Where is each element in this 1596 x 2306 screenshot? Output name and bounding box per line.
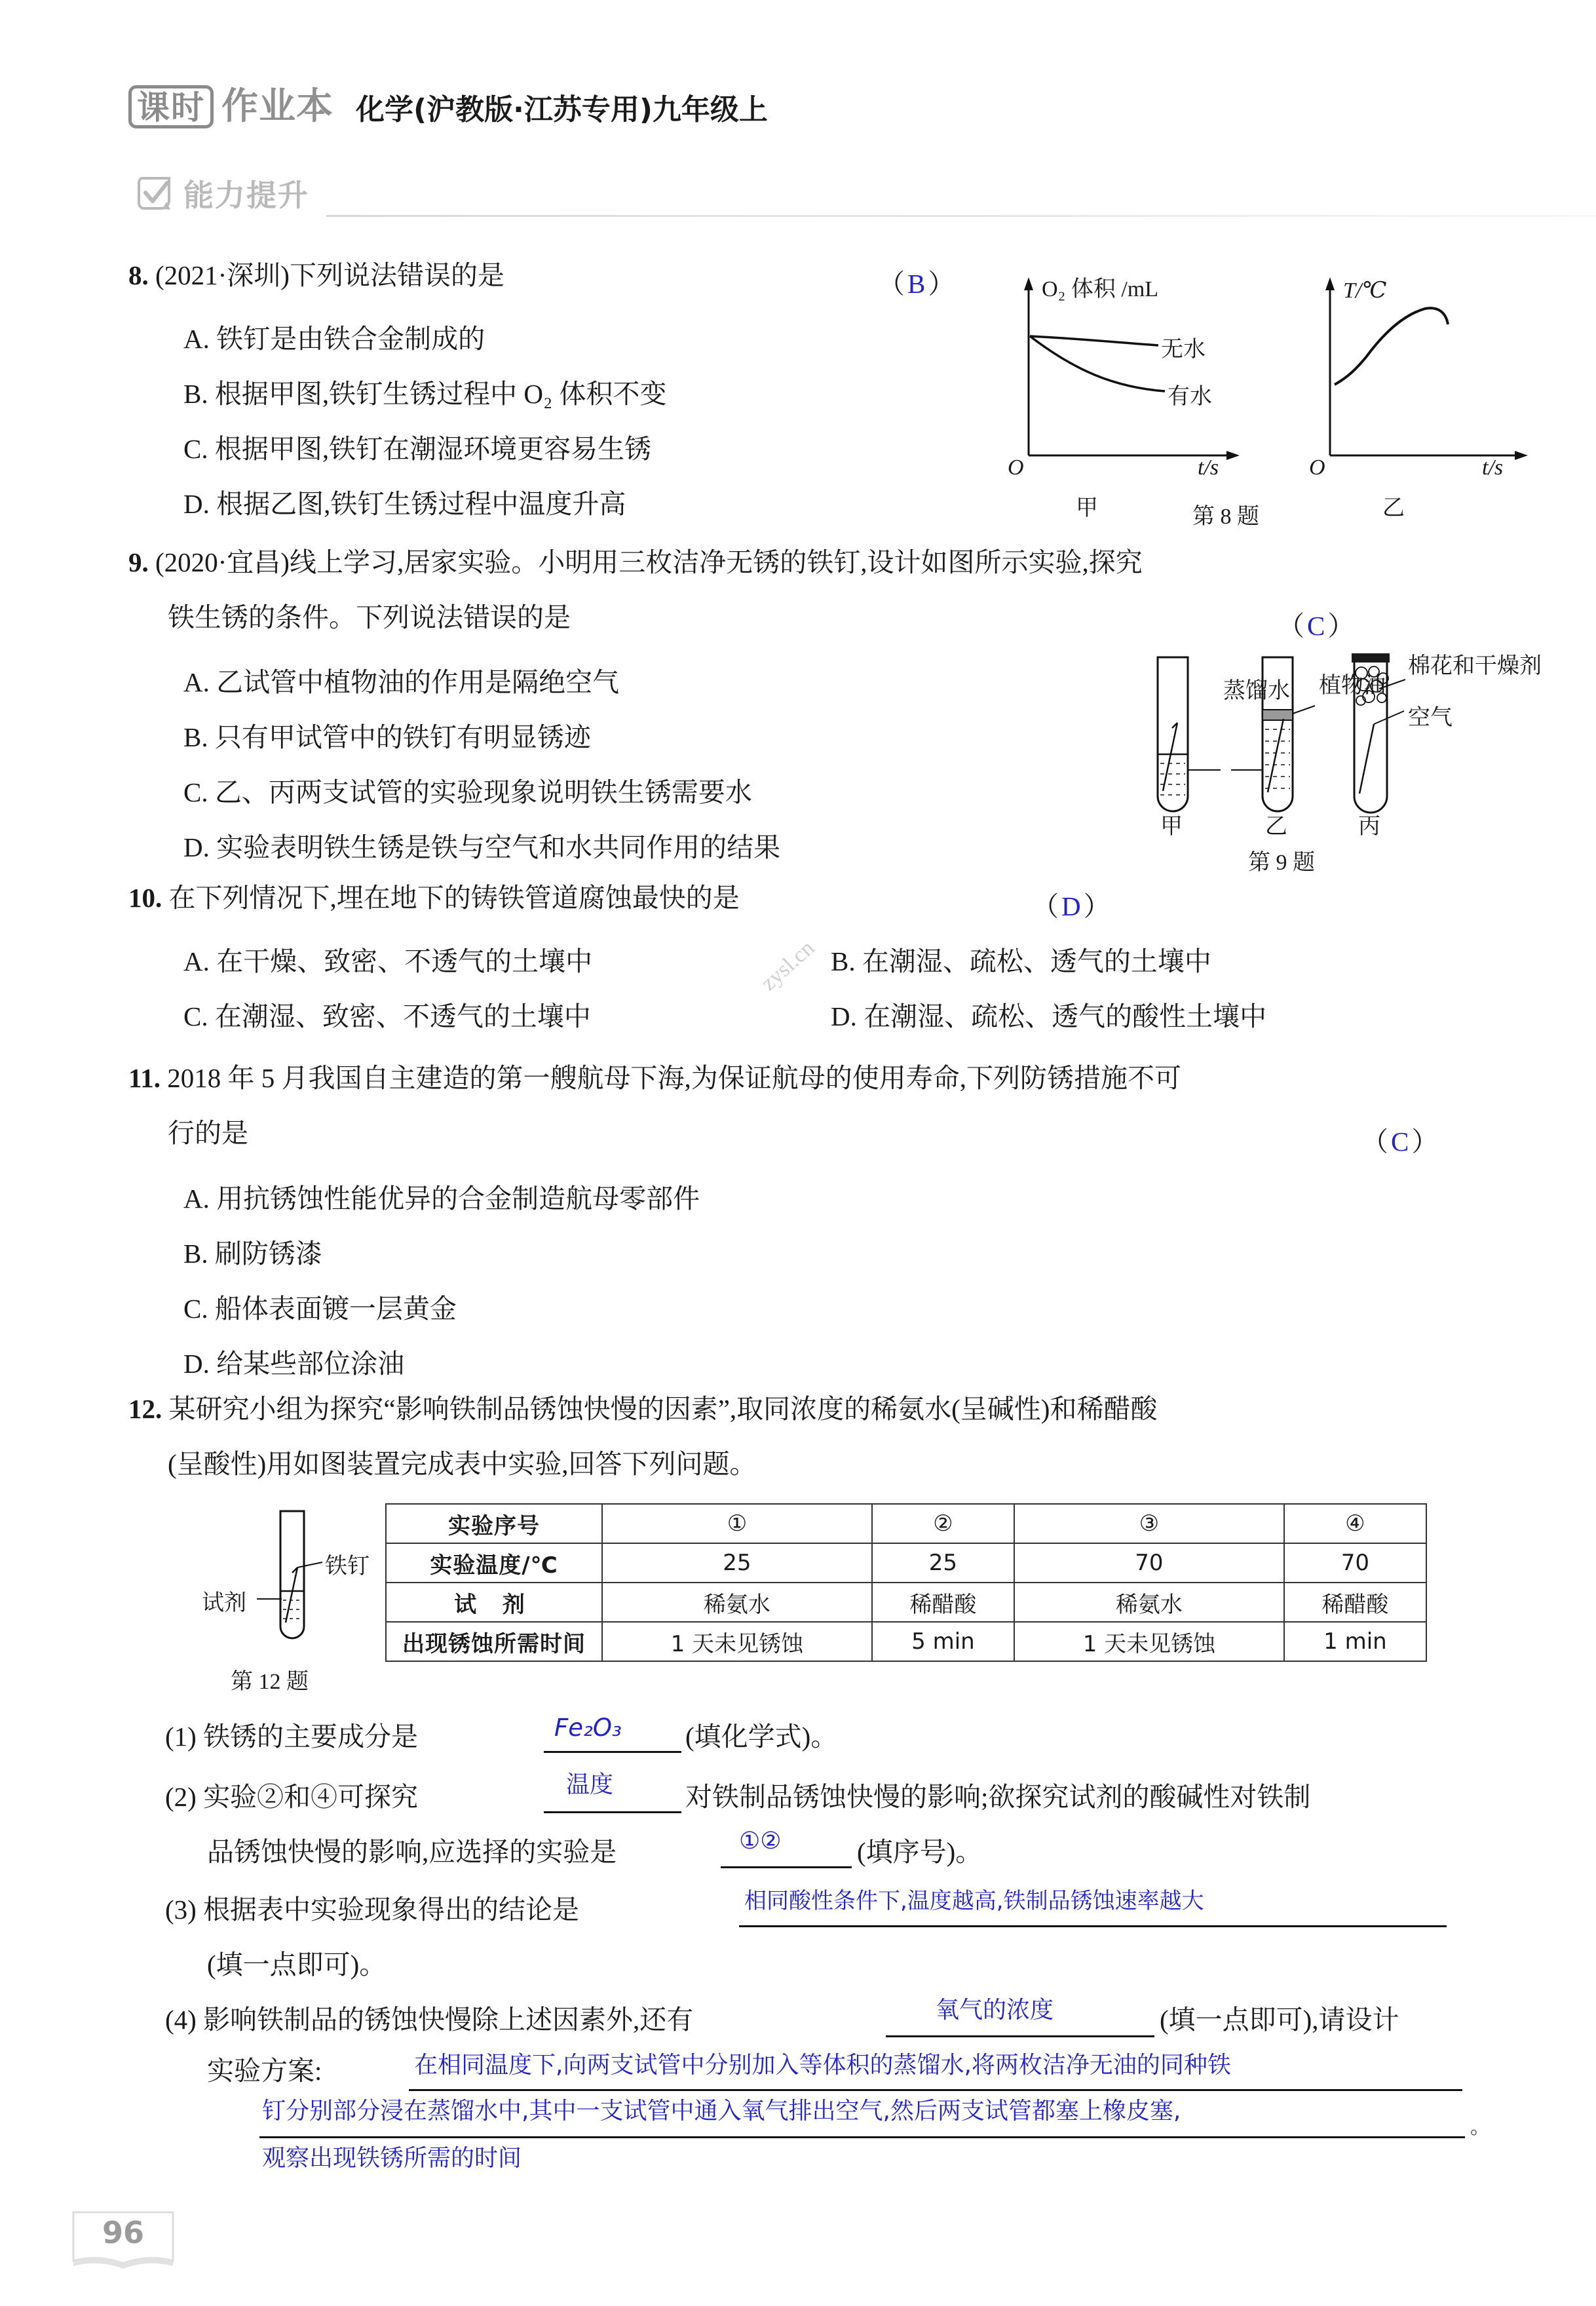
brand-word: 作业本	[221, 86, 333, 127]
question-9-option-d: D. 实验表明铁生锈是铁与空气和水共同作用的结果	[183, 832, 781, 862]
tube-label-bing: 丙	[1358, 815, 1380, 839]
sub2-line2-answer: ①②	[739, 1828, 782, 1854]
question-11-answer-bracket: （C）	[1361, 1126, 1441, 1157]
chart-b-ylabel: T/℃	[1343, 279, 1387, 303]
question-10-option-c: C. 在潮湿、致密、不透气的土壤中	[183, 1001, 591, 1031]
question-12-stem-line2: (呈酸性)用如图装置完成表中实验,回答下列问题。	[168, 1449, 757, 1479]
sub2-label: (2)	[165, 1782, 197, 1812]
table-row	[386, 1622, 1426, 1661]
sub4-answer: 氧气的浓度	[936, 1997, 1054, 2024]
check-arrow-icon	[136, 174, 174, 215]
question-11-option-a: A. 用抗锈蚀性能优异的合金制造航母零部件	[183, 1183, 700, 1214]
sub1-blank-line	[544, 1751, 681, 1753]
table-row	[386, 1504, 1426, 1543]
sub1-label: (1)	[165, 1721, 197, 1752]
question-12-text1: 某研究小组为探究“影响铁制品锈蚀快慢的因素”,取同浓度的稀氨水(呈碱性)和稀醋酸	[168, 1394, 1158, 1424]
sub2-text-before: 实验②和④可探究	[203, 1782, 419, 1812]
cell-1-3: 70	[1284, 1543, 1426, 1583]
question-8-figure	[989, 259, 1559, 521]
chart-b-sublabel: 乙	[1382, 496, 1405, 520]
question-9-option-a: A. 乙试管中植物油的作用是隔绝空气	[183, 667, 620, 697]
question-8-option-d: D. 根据乙图,铁钉生锈过程中温度升高	[183, 489, 626, 519]
question-9-answer: C	[1307, 611, 1328, 641]
question-9-number: 9.	[128, 547, 149, 577]
sub4-plan-line1: 在相同温度下,向两支试管中分别加入等体积的蒸馏水,将两枚洁净无油的同种铁	[414, 2052, 1231, 2079]
question-11-text1: 2018 年 5 月我国自主建造的第一艘航母下海,为保证航母的使用寿命,下列防锈措施不可	[167, 1063, 1181, 1093]
chart-a-xlabel: t/s	[1198, 455, 1219, 480]
question-8-answer-bracket: （B）	[878, 269, 958, 299]
sub4-label: (4)	[165, 2005, 197, 2035]
question-10-answer: D	[1061, 891, 1084, 921]
chart-b-origin: O	[1309, 455, 1325, 480]
subquestion-2	[165, 1784, 418, 1811]
sub1-text-before: 铁锈的主要成分是	[203, 1721, 419, 1752]
cell-0-2: ③	[1014, 1504, 1284, 1543]
page-footer	[71, 2210, 189, 2282]
row-header-3: 出现锈蚀所需时间	[386, 1622, 602, 1661]
cell-2-3: 稀醋酸	[1284, 1583, 1426, 1622]
subquestion-4	[165, 2007, 693, 2033]
question-8-text: (2021·深圳)下列说法错误的是	[155, 260, 504, 290]
subquestion-1	[165, 1723, 418, 1750]
question-10-option-d: D. 在潮湿、疏松、透气的酸性土壤中	[831, 1001, 1267, 1031]
sub4-text-after: (填一点即可),请设计	[1160, 2005, 1399, 2035]
table-row	[386, 1583, 1426, 1622]
section-header	[136, 172, 1486, 225]
question-9-option-b: B. 只有甲试管中的铁钉有明显锈迹	[183, 722, 591, 752]
cell-3-0: 1 天未见锈蚀	[602, 1622, 872, 1661]
cell-1-0: 25	[602, 1543, 872, 1583]
experiment-table	[385, 1503, 1427, 1662]
page-number: 96	[102, 2215, 144, 2250]
question-9-stem-line1	[128, 549, 1143, 576]
label-distilled-water: 蒸馏水	[1223, 679, 1290, 703]
question-8-figure-caption: 第 8 题	[1192, 505, 1259, 529]
question-9-answer-bracket: （C）	[1278, 611, 1358, 641]
sub4-plan-line2: 钉分别部分浸在蒸馏水中,其中一支试管中通入氧气排出空气,然后两支试管都塞上橡皮塞,	[262, 2098, 1181, 2124]
cell-3-2: 1 天未见锈蚀	[1014, 1622, 1284, 1661]
cell-2-1: 稀醋酸	[872, 1583, 1014, 1622]
sub4-blank-line	[886, 2035, 1154, 2037]
sub2-line2-before: 品锈蚀快慢的影响,应选择的实验是	[207, 1837, 617, 1867]
sub4-plan-line1-rule	[409, 2089, 1462, 2091]
row-header-1: 实验温度/℃	[386, 1543, 602, 1583]
tube-label-yi: 乙	[1265, 815, 1287, 839]
question-12-number: 12.	[128, 1394, 162, 1424]
question-10-option-b: B. 在潮湿、疏松、透气的土壤中	[831, 946, 1211, 976]
question-11-stem-line2: 行的是	[168, 1118, 248, 1148]
label-reagent: 试剂	[202, 1591, 246, 1615]
question-9-figure	[1143, 645, 1549, 839]
chart-a-sublabel: 甲	[1076, 496, 1098, 520]
section-divider	[326, 215, 1596, 217]
chart-a-origin: O	[1008, 455, 1024, 480]
cell-0-0: ①	[602, 1504, 872, 1543]
question-11-option-b: B. 刷防锈漆	[183, 1239, 322, 1269]
question-11-stem-line1	[128, 1065, 1181, 1092]
question-11-answer: C	[1391, 1126, 1412, 1157]
sub2-answer: 温度	[566, 1771, 614, 1798]
cell-1-2: 70	[1014, 1543, 1284, 1583]
question-10-number: 10.	[128, 883, 162, 913]
subquestion-3	[165, 1896, 579, 1923]
section-label: 能力提升	[183, 178, 309, 213]
chart-b-xlabel: t/s	[1482, 455, 1504, 480]
sub1-answer: Fe₂O₃	[554, 1714, 622, 1742]
cell-2-2: 稀氨水	[1014, 1583, 1284, 1622]
question-9-stem-line2: 铁生锈的条件。下列说法错误的是	[168, 602, 571, 632]
label-vegetable-oil: 植物油	[1319, 674, 1386, 698]
page-header	[128, 85, 1504, 148]
question-11-option-c: C. 船体表面镀一层黄金	[183, 1294, 457, 1324]
question-8-answer: B	[907, 269, 928, 299]
watermark: zysl.cn	[756, 935, 820, 996]
table-row	[386, 1543, 1426, 1583]
question-9-option-c: C. 乙、丙两支试管的实验现象说明铁生锈需要水	[183, 777, 752, 807]
question-8-number: 8.	[128, 260, 149, 290]
sub3-line2: (填一点即可)。	[207, 1950, 387, 1980]
question-9-figure-caption: 第 9 题	[1248, 851, 1315, 875]
sub4-plan-label: 实验方案:	[207, 2056, 322, 2086]
brand-badge: 课时	[128, 85, 214, 128]
sub4-text-before: 影响铁制品的锈蚀快慢除上述因素外,还有	[203, 2005, 694, 2035]
sub2-blank-line	[544, 1811, 681, 1813]
row-header-2: 试 剂	[386, 1583, 602, 1622]
sub1-text-after: (填化学式)。	[685, 1721, 838, 1752]
sub4-plan-end: 。	[1470, 2117, 1490, 2138]
question-12-figure	[202, 1507, 380, 1678]
label-cotton-desiccant: 棉花和干燥剂	[1408, 654, 1542, 678]
question-10-answer-bracket: （D）	[1032, 891, 1113, 921]
sub4-plan-line2-rule	[259, 2136, 1465, 2138]
cell-3-1: 5 min	[872, 1622, 1014, 1661]
question-8-option-a: A. 铁钉是由铁合金制成的	[183, 324, 485, 354]
sub4-plan-line3: 观察出现铁锈所需的时间	[262, 2145, 522, 2172]
cell-1-1: 25	[872, 1543, 1014, 1583]
cell-3-3: 1 min	[1284, 1622, 1426, 1661]
label-air: 空气	[1408, 706, 1453, 730]
question-10-text: 在下列情况下,埋在地下的铸铁管道腐蚀最快的是	[168, 883, 740, 913]
book-title: 化学(沪教版·江苏专用)九年级上	[356, 93, 768, 126]
question-8-option-b: B. 根据甲图,铁钉生锈过程中 O₂ 体积不变	[183, 379, 667, 409]
question-8-option-c: C. 根据甲图,铁钉在潮湿环境更容易生锈	[183, 434, 652, 464]
sub2-line2-after: (填序号)。	[857, 1837, 983, 1867]
sub3-answer: 相同酸性条件下,温度越高,铁制品锈蚀速率越大	[744, 1888, 1204, 1914]
question-12-figure-caption: 第 12 题	[231, 1670, 309, 1694]
question-9-text1: (2020·宜昌)线上学习,居家实验。小明用三枚洁净无锈的铁钉,设计如图所示实验,探究	[155, 547, 1143, 577]
tube-label-jia: 甲	[1160, 815, 1183, 839]
question-11-number: 11.	[128, 1063, 161, 1093]
chart-a-ylabel: O₂ 体积 /mL	[1042, 277, 1159, 301]
row-header-0: 实验序号	[386, 1504, 602, 1543]
sub3-blank-line	[739, 1925, 1447, 1927]
question-10-option-a: A. 在干燥、致密、不透气的土壤中	[183, 946, 593, 976]
curve-label-no-water: 无水	[1161, 337, 1206, 362]
cell-0-1: ②	[872, 1504, 1014, 1543]
question-11-option-d: D. 给某些部位涂油	[183, 1349, 405, 1379]
sub2-text-after: 对铁制品锈蚀快慢的影响;欲探究试剂的酸碱性对铁制	[685, 1782, 1311, 1812]
cell-2-0: 稀氨水	[602, 1583, 872, 1622]
curve-label-with-water: 有水	[1168, 385, 1212, 409]
cell-0-3: ④	[1284, 1504, 1426, 1543]
label-iron-nail: 铁钉	[325, 1554, 370, 1579]
question-8-stem	[128, 262, 504, 289]
sub3-label: (3)	[165, 1894, 197, 1925]
sub2-line2-blank-line	[721, 1866, 852, 1868]
question-12-stem-line1	[128, 1396, 1157, 1423]
question-10-stem	[128, 885, 740, 912]
sub3-text-before: 根据表中实验现象得出的结论是	[203, 1894, 580, 1925]
